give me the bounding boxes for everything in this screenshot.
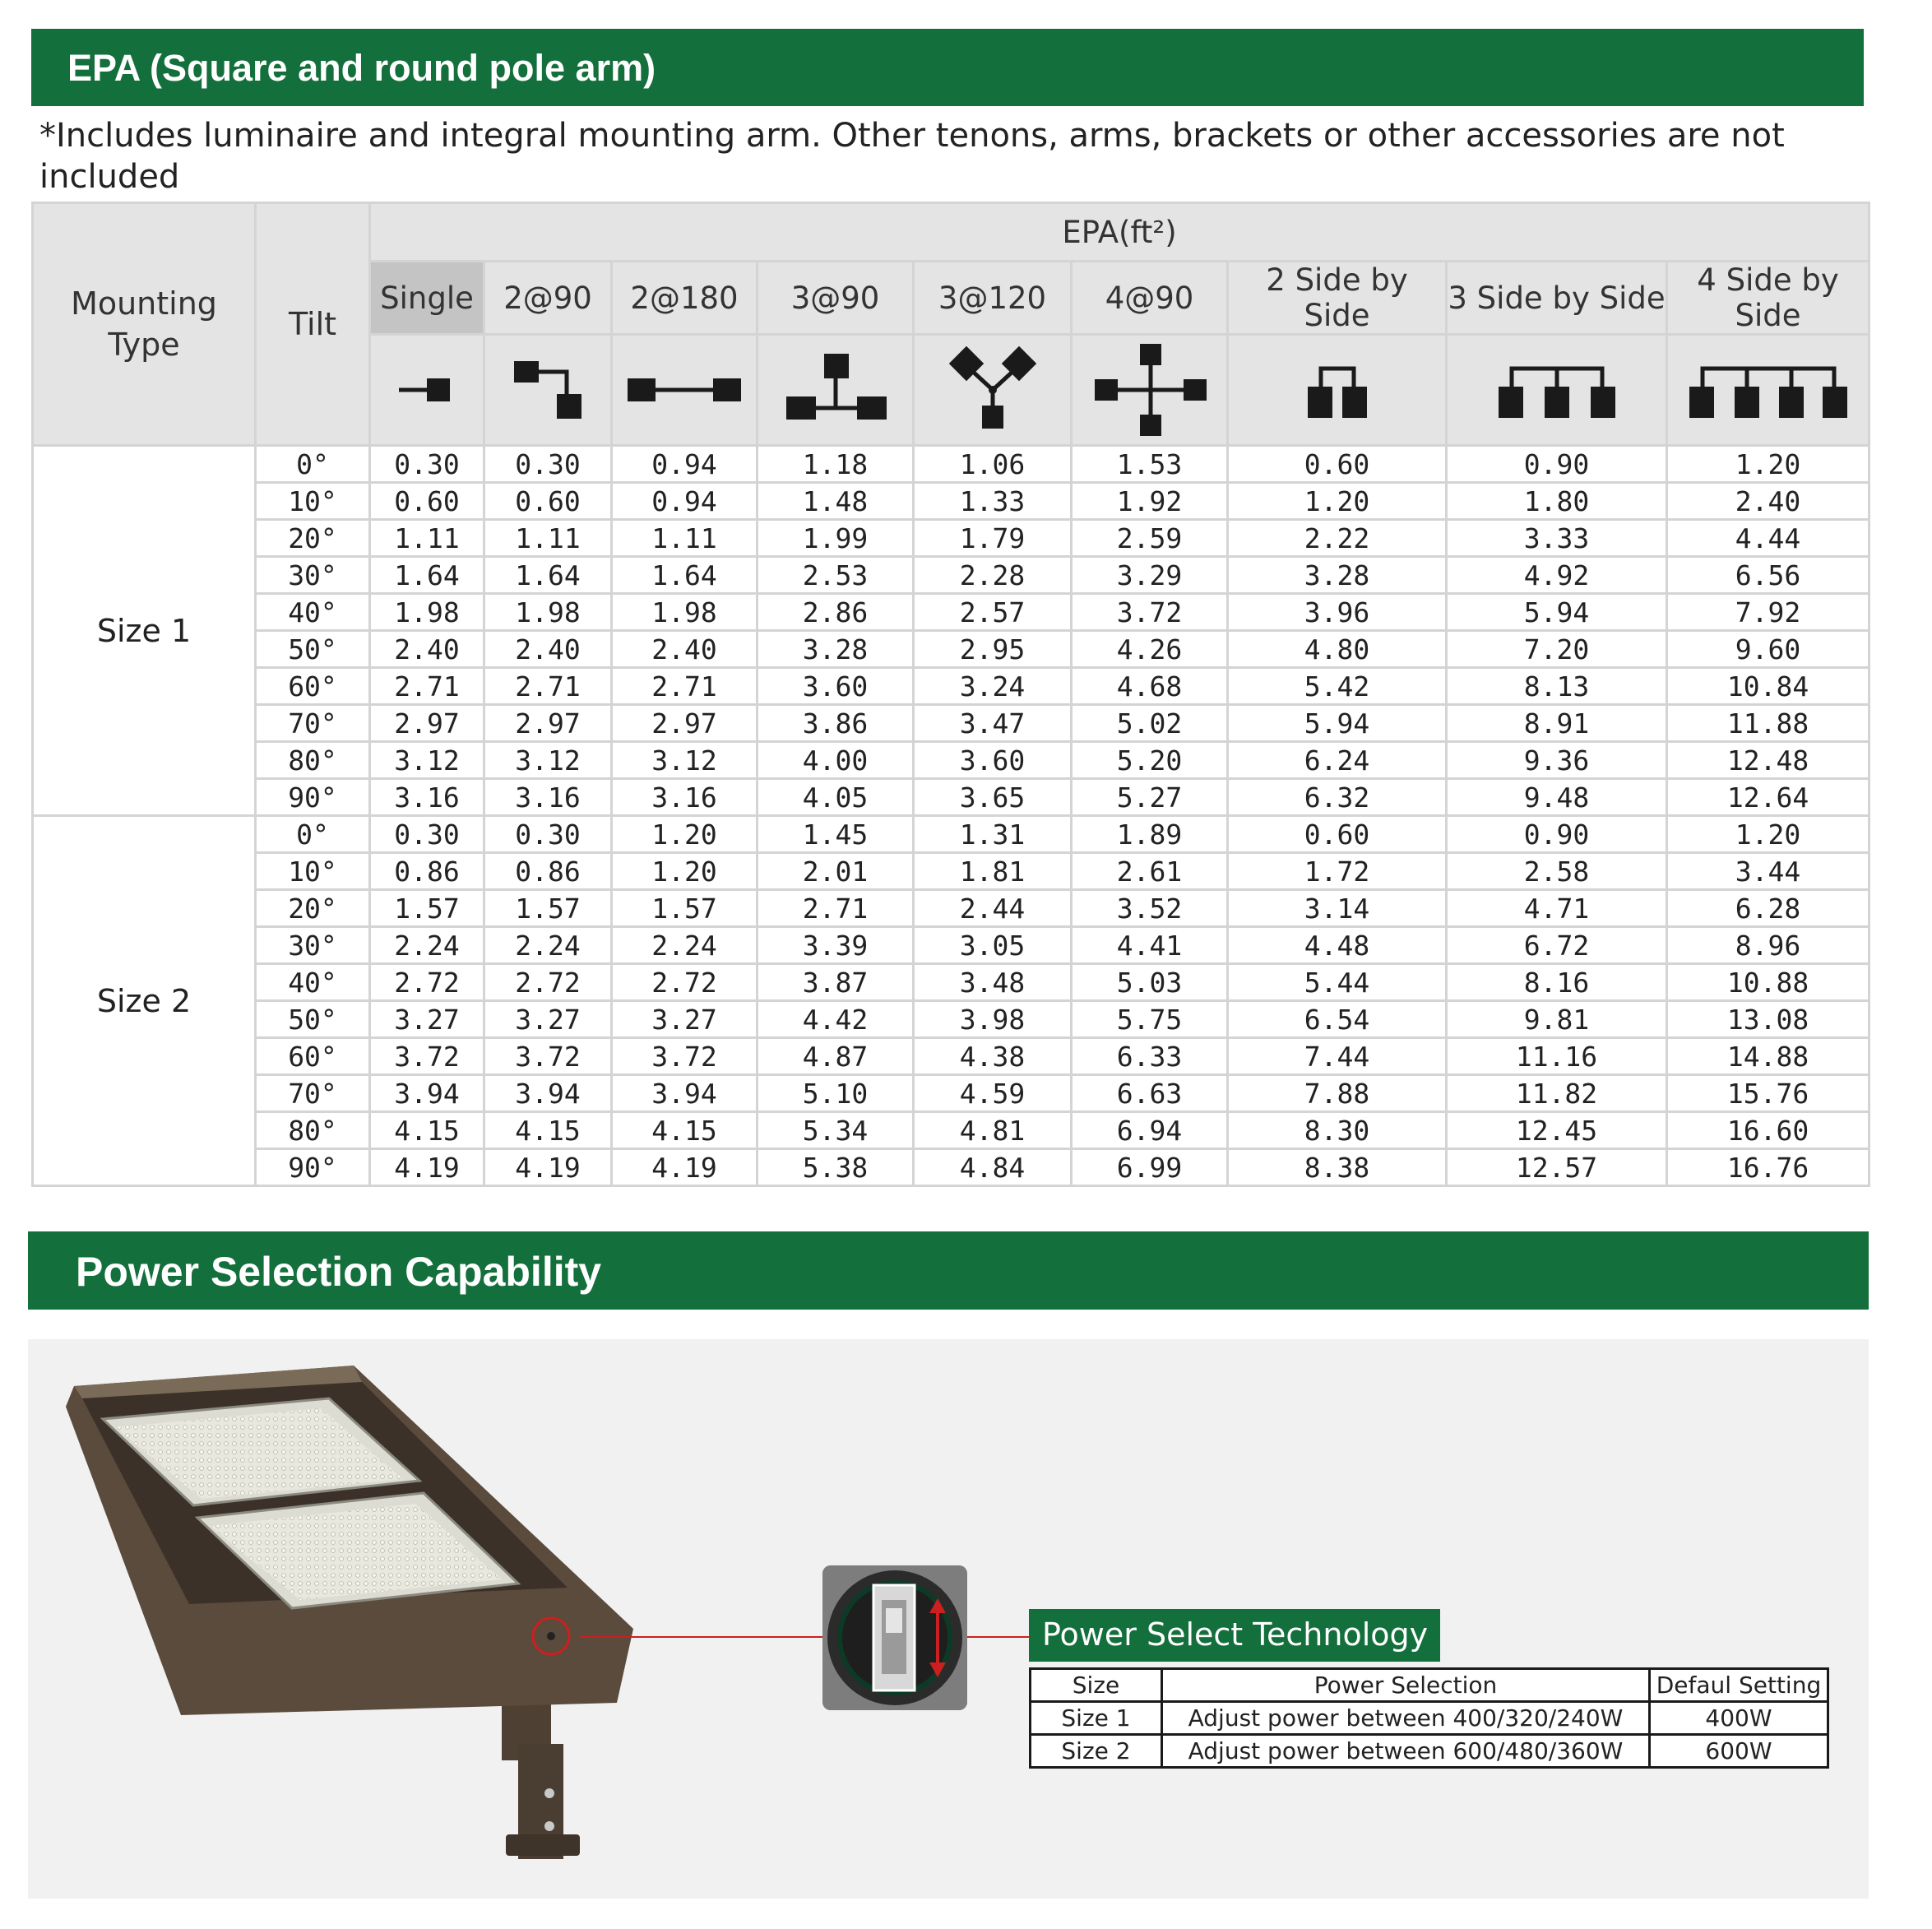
epa-value-cell: 4.68 [1072, 668, 1228, 705]
epa-value-cell: 3.33 [1447, 520, 1667, 557]
epa-value-cell: 1.20 [1228, 483, 1447, 520]
epa-value-cell: 1.81 [914, 853, 1072, 890]
epa-value-cell: 4.81 [914, 1112, 1072, 1149]
epa-value-cell: 4.41 [1072, 927, 1228, 964]
epa-value-cell: 11.16 [1447, 1038, 1667, 1075]
epa-value-cell: 4.15 [370, 1112, 484, 1149]
epa-value-cell: 2.01 [758, 853, 914, 890]
epa-value-cell: 3.87 [758, 964, 914, 1001]
epa-value-cell: 8.96 [1667, 927, 1869, 964]
epa-value-cell: 2.95 [914, 631, 1072, 668]
epa-table-row [33, 927, 1869, 964]
epa-value-cell: 2.71 [612, 668, 758, 705]
epa-value-cell: 9.81 [1447, 1001, 1667, 1038]
epa-value-cell: 3.94 [370, 1075, 484, 1112]
epa-value-cell: 8.30 [1228, 1112, 1447, 1149]
epa-value-cell: 4.87 [758, 1038, 914, 1075]
epa-value-cell: 3.44 [1667, 853, 1869, 890]
config-header-1: Single [370, 262, 484, 335]
epa-value-cell: 1.20 [612, 816, 758, 853]
epa-value-cell: 7.20 [1447, 631, 1667, 668]
epa-value-cell: 3.94 [612, 1075, 758, 1112]
epa-table-row [33, 1001, 1869, 1038]
tilt-cell: 10° [256, 853, 370, 890]
config-header-6: 4@90 [1072, 262, 1228, 335]
config-icon-cell [370, 335, 484, 446]
epa-value-cell: 1.79 [914, 520, 1072, 557]
epa-value-cell: 16.76 [1667, 1149, 1869, 1186]
epa-value-cell: 15.76 [1667, 1075, 1869, 1112]
epa-value-cell: 3.39 [758, 927, 914, 964]
epa-value-cell: 3.27 [612, 1001, 758, 1038]
epa-value-cell: 4.26 [1072, 631, 1228, 668]
epa-value-cell: 4.44 [1667, 520, 1869, 557]
epa-value-cell: 0.60 [1228, 446, 1447, 483]
power-selection-table [1029, 1667, 1829, 1769]
power-table-cell: Size 1 [1031, 1702, 1162, 1735]
epa-value-cell: 6.99 [1072, 1149, 1228, 1186]
power-table-cell: 400W [1650, 1702, 1828, 1735]
power-table-cell: Adjust power between 600/480/360W [1162, 1735, 1650, 1768]
epa-value-cell: 2.86 [758, 594, 914, 631]
epa-value-cell: 4.71 [1447, 890, 1667, 927]
epa-value-cell: 5.10 [758, 1075, 914, 1112]
epa-value-cell: 2.72 [612, 964, 758, 1001]
epa-value-cell: 2.72 [484, 964, 612, 1001]
epa-value-cell: 0.30 [370, 446, 484, 483]
epa-value-cell: 3.29 [1072, 557, 1228, 594]
epa-value-cell: 3.27 [370, 1001, 484, 1038]
epa-table-body [33, 446, 1869, 1186]
epa-value-cell: 3.16 [370, 779, 484, 816]
tilt-cell: 30° [256, 927, 370, 964]
epa-value-cell: 3.28 [1228, 557, 1447, 594]
epa-value-cell: 4.59 [914, 1075, 1072, 1112]
epa-value-cell: 3.05 [914, 927, 1072, 964]
epa-value-cell: 3.14 [1228, 890, 1447, 927]
epa-value-cell: 9.48 [1447, 779, 1667, 816]
epa-value-cell: 3.12 [484, 742, 612, 779]
epa-value-cell: 3.72 [612, 1038, 758, 1075]
epa-value-cell: 2.59 [1072, 520, 1228, 557]
epa-value-cell: 6.24 [1228, 742, 1447, 779]
epa-value-cell: 1.57 [370, 890, 484, 927]
epa-value-cell: 2.24 [612, 927, 758, 964]
config-header-4: 3@90 [758, 262, 914, 335]
epa-value-cell: 10.84 [1667, 668, 1869, 705]
epa-value-cell: 0.86 [370, 853, 484, 890]
epa-value-cell: 6.63 [1072, 1075, 1228, 1112]
epa-value-cell: 4.38 [914, 1038, 1072, 1075]
epa-value-cell: 5.42 [1228, 668, 1447, 705]
epa-value-cell: 5.02 [1072, 705, 1228, 742]
epa-value-cell: 3.52 [1072, 890, 1228, 927]
epa-value-cell: 10.88 [1667, 964, 1869, 1001]
epa-value-cell: 3.72 [1072, 594, 1228, 631]
epa-value-cell: 1.11 [370, 520, 484, 557]
area-light-fixture-image [58, 1349, 650, 1876]
epa-value-cell: 3.96 [1228, 594, 1447, 631]
epa-value-cell: 1.11 [612, 520, 758, 557]
epa-value-cell: 12.45 [1447, 1112, 1667, 1149]
power-table-header-default: Defaul Setting [1650, 1669, 1828, 1702]
epa-value-cell: 0.94 [612, 483, 758, 520]
epa-table-row [33, 446, 1869, 483]
config-icon-cell [1667, 335, 1869, 446]
epa-value-cell: 5.27 [1072, 779, 1228, 816]
epa-table-row [33, 964, 1869, 1001]
mounting-type-header [33, 203, 256, 446]
epa-value-cell: 14.88 [1667, 1038, 1869, 1075]
epa-value-cell: 13.08 [1667, 1001, 1869, 1038]
epa-value-cell: 5.94 [1228, 705, 1447, 742]
epa-value-cell: 4.84 [914, 1149, 1072, 1186]
epa-value-cell: 6.32 [1228, 779, 1447, 816]
epa-value-cell: 5.03 [1072, 964, 1228, 1001]
four-side-by-side-mount-icon [1678, 357, 1859, 423]
tilt-cell: 90° [256, 779, 370, 816]
epa-value-cell: 8.13 [1447, 668, 1667, 705]
epa-table-row [33, 1112, 1869, 1149]
epa-table-row [33, 779, 1869, 816]
tilt-cell: 50° [256, 1001, 370, 1038]
epa-value-cell: 3.16 [612, 779, 758, 816]
tilt-header: Tilt [256, 203, 370, 446]
tilt-cell: 20° [256, 520, 370, 557]
epa-value-cell: 2.97 [612, 705, 758, 742]
four-at-90-mount-icon [1088, 341, 1212, 439]
epa-value-cell: 0.60 [370, 483, 484, 520]
epa-value-cell: 12.48 [1667, 742, 1869, 779]
epa-value-cell: 1.64 [612, 557, 758, 594]
epa-table-row [33, 557, 1869, 594]
epa-value-cell: 1.20 [612, 853, 758, 890]
power-switch-icon [547, 1632, 555, 1640]
power-table-header-row [1031, 1669, 1828, 1702]
epa-value-cell: 2.24 [370, 927, 484, 964]
epa-value-cell: 4.05 [758, 779, 914, 816]
epa-value-cell: 1.20 [1667, 816, 1869, 853]
epa-table-row [33, 1075, 1869, 1112]
epa-value-cell: 2.28 [914, 557, 1072, 594]
epa-table-row [33, 1038, 1869, 1075]
tilt-cell: 70° [256, 1075, 370, 1112]
power-switch-closeup-icon [822, 1565, 967, 1710]
epa-value-cell: 3.60 [914, 742, 1072, 779]
epa-value-cell: 1.99 [758, 520, 914, 557]
epa-value-cell: 3.72 [370, 1038, 484, 1075]
epa-value-cell: 6.72 [1447, 927, 1667, 964]
power-table-header-power: Power Selection [1162, 1669, 1650, 1702]
epa-value-cell: 0.30 [370, 816, 484, 853]
epa-table-row [33, 631, 1869, 668]
power-table-header-size: Size [1031, 1669, 1162, 1702]
power-table-cell: Size 2 [1031, 1735, 1162, 1768]
epa-value-cell: 1.33 [914, 483, 1072, 520]
epa-value-cell: 1.64 [484, 557, 612, 594]
power-table-row [1031, 1702, 1828, 1735]
epa-value-cell: 1.53 [1072, 446, 1228, 483]
epa-value-cell: 8.38 [1228, 1149, 1447, 1186]
epa-value-cell: 12.57 [1447, 1149, 1667, 1186]
tilt-cell: 60° [256, 1038, 370, 1075]
epa-value-cell: 7.88 [1228, 1075, 1447, 1112]
epa-value-cell: 1.98 [612, 594, 758, 631]
epa-value-cell: 5.44 [1228, 964, 1447, 1001]
epa-value-cell: 2.57 [914, 594, 1072, 631]
epa-group-header: EPA(ft²) [370, 203, 1869, 262]
epa-value-cell: 2.58 [1447, 853, 1667, 890]
epa-value-cell: 4.19 [484, 1149, 612, 1186]
tilt-cell: 40° [256, 964, 370, 1001]
epa-table-row [33, 853, 1869, 890]
tilt-cell: 80° [256, 742, 370, 779]
epa-value-cell: 1.98 [484, 594, 612, 631]
epa-value-cell: 9.36 [1447, 742, 1667, 779]
tilt-cell: 0° [256, 816, 370, 853]
config-icon-cell [484, 335, 612, 446]
epa-table-row [33, 742, 1869, 779]
epa-table-row [33, 668, 1869, 705]
config-header-5: 3@120 [914, 262, 1072, 335]
config-header-2: 2@90 [484, 262, 612, 335]
epa-value-cell: 0.90 [1447, 446, 1667, 483]
tilt-cell: 10° [256, 483, 370, 520]
epa-value-cell: 8.16 [1447, 964, 1667, 1001]
epa-value-cell: 3.60 [758, 668, 914, 705]
epa-value-cell: 3.12 [612, 742, 758, 779]
epa-value-cell: 6.56 [1667, 557, 1869, 594]
mounting-header-line1: Mounting [71, 285, 217, 322]
epa-value-cell: 0.60 [484, 483, 612, 520]
epa-value-cell: 4.19 [370, 1149, 484, 1186]
epa-value-cell: 1.92 [1072, 483, 1228, 520]
epa-value-cell: 2.40 [370, 631, 484, 668]
epa-value-cell: 2.53 [758, 557, 914, 594]
epa-value-cell: 2.44 [914, 890, 1072, 927]
epa-value-cell: 3.24 [914, 668, 1072, 705]
power-section-title: Power Selection Capability [76, 1249, 602, 1295]
epa-section-banner [31, 29, 1864, 106]
power-switch-closeup-image [822, 1565, 967, 1710]
power-table-row [1031, 1735, 1828, 1768]
epa-value-cell: 8.91 [1447, 705, 1667, 742]
epa-value-cell: 2.22 [1228, 520, 1447, 557]
epa-value-cell: 1.31 [914, 816, 1072, 853]
epa-value-cell: 1.98 [370, 594, 484, 631]
two-side-by-side-mount-icon [1296, 357, 1378, 423]
epa-value-cell: 1.06 [914, 446, 1072, 483]
epa-value-cell: 4.15 [612, 1112, 758, 1149]
epa-value-cell: 3.48 [914, 964, 1072, 1001]
epa-value-cell: 2.40 [484, 631, 612, 668]
single-mount-icon [394, 365, 460, 415]
epa-value-cell: 3.65 [914, 779, 1072, 816]
epa-value-cell: 3.94 [484, 1075, 612, 1112]
epa-value-cell: 0.94 [612, 446, 758, 483]
epa-value-cell: 3.47 [914, 705, 1072, 742]
epa-footnote-line1: *Includes luminaire and integral mounting arm. Other tenons, arms, brackets or other accessories are not included [39, 117, 1785, 196]
epa-value-cell: 3.28 [758, 631, 914, 668]
epa-value-cell: 2.40 [612, 631, 758, 668]
epa-value-cell: 5.94 [1447, 594, 1667, 631]
epa-value-cell: 3.12 [370, 742, 484, 779]
power-select-technology-label [1029, 1609, 1440, 1662]
fixture-bolt [544, 1821, 554, 1831]
epa-value-cell: 7.92 [1667, 594, 1869, 631]
epa-value-cell: 1.72 [1228, 853, 1447, 890]
tilt-cell: 20° [256, 890, 370, 927]
tilt-cell: 70° [256, 705, 370, 742]
epa-value-cell: 16.60 [1667, 1112, 1869, 1149]
power-table-cell: 600W [1650, 1735, 1828, 1768]
epa-value-cell: 0.30 [484, 446, 612, 483]
three-at-120-mount-icon [939, 345, 1046, 435]
epa-value-cell: 3.27 [484, 1001, 612, 1038]
epa-value-cell: 1.20 [1667, 446, 1869, 483]
epa-value-cell: 11.88 [1667, 705, 1869, 742]
epa-value-cell: 4.19 [612, 1149, 758, 1186]
config-icon-cell [1228, 335, 1447, 446]
epa-value-cell: 5.75 [1072, 1001, 1228, 1038]
tilt-cell: 90° [256, 1149, 370, 1186]
mounting-type-cell: Size 1 [33, 446, 256, 816]
epa-value-cell: 1.57 [612, 890, 758, 927]
epa-value-cell: 0.86 [484, 853, 612, 890]
config-icon-cell [1072, 335, 1228, 446]
tilt-cell: 80° [256, 1112, 370, 1149]
mounting-type-cell: Size 2 [33, 816, 256, 1186]
config-icon-cell [914, 335, 1072, 446]
epa-value-cell: 1.57 [484, 890, 612, 927]
tilt-cell: 40° [256, 594, 370, 631]
epa-value-cell: 2.97 [484, 705, 612, 742]
epa-value-cell: 0.60 [1228, 816, 1447, 853]
epa-value-cell: 4.42 [758, 1001, 914, 1038]
mounting-header-line2: Type [108, 327, 180, 363]
epa-value-cell: 2.71 [484, 668, 612, 705]
epa-value-cell: 3.86 [758, 705, 914, 742]
epa-value-cell: 4.80 [1228, 631, 1447, 668]
three-at-90-mount-icon [778, 349, 893, 431]
power-section-banner [28, 1231, 1869, 1310]
epa-value-cell: 5.20 [1072, 742, 1228, 779]
epa-value-cell: 11.82 [1447, 1075, 1667, 1112]
epa-value-cell: 3.98 [914, 1001, 1072, 1038]
epa-value-cell: 1.11 [484, 520, 612, 557]
epa-value-cell: 1.64 [370, 557, 484, 594]
epa-value-cell: 3.72 [484, 1038, 612, 1075]
config-icon-cell [1447, 335, 1667, 446]
epa-value-cell: 6.54 [1228, 1001, 1447, 1038]
tilt-cell: 30° [256, 557, 370, 594]
epa-value-cell: 1.18 [758, 446, 914, 483]
config-icon-cell [758, 335, 914, 446]
epa-value-cell: 1.89 [1072, 816, 1228, 853]
epa-value-cell: 2.40 [1667, 483, 1869, 520]
epa-value-cell: 7.44 [1228, 1038, 1447, 1075]
epa-value-cell: 0.30 [484, 816, 612, 853]
tilt-cell: 60° [256, 668, 370, 705]
fixture-bolt [544, 1788, 554, 1798]
epa-value-cell: 0.90 [1447, 816, 1667, 853]
three-side-by-side-mount-icon [1487, 357, 1627, 423]
epa-table-row [33, 520, 1869, 557]
epa-value-cell: 4.48 [1228, 927, 1447, 964]
epa-value-cell: 1.80 [1447, 483, 1667, 520]
power-select-technology-text: Power Select Technology [1042, 1616, 1429, 1653]
config-header-8: 3 Side by Side [1447, 262, 1667, 335]
epa-table [31, 202, 1870, 1187]
epa-value-cell: 4.15 [484, 1112, 612, 1149]
epa-value-cell: 12.64 [1667, 779, 1869, 816]
config-header-3: 2@180 [612, 262, 758, 335]
epa-value-cell: 9.60 [1667, 631, 1869, 668]
epa-value-cell: 2.72 [370, 964, 484, 1001]
tilt-cell: 50° [256, 631, 370, 668]
epa-table-row [33, 890, 1869, 927]
epa-value-cell: 2.24 [484, 927, 612, 964]
epa-value-cell: 1.45 [758, 816, 914, 853]
epa-value-cell: 4.00 [758, 742, 914, 779]
epa-table-row [33, 483, 1869, 520]
epa-value-cell: 2.71 [758, 890, 914, 927]
epa-table-row [33, 816, 1869, 853]
epa-value-cell: 3.16 [484, 779, 612, 816]
epa-value-cell: 2.61 [1072, 853, 1228, 890]
tilt-cell: 0° [256, 446, 370, 483]
epa-value-cell: 5.34 [758, 1112, 914, 1149]
epa-value-cell: 2.97 [370, 705, 484, 742]
epa-value-cell: 4.92 [1447, 557, 1667, 594]
epa-value-cell: 6.33 [1072, 1038, 1228, 1075]
epa-table-row [33, 594, 1869, 631]
epa-value-cell: 1.48 [758, 483, 914, 520]
power-table-cell: Adjust power between 400/320/240W [1162, 1702, 1650, 1735]
config-header-9: 4 Side by Side [1667, 262, 1869, 335]
epa-value-cell: 5.38 [758, 1149, 914, 1186]
epa-value-cell: 2.71 [370, 668, 484, 705]
config-icon-cell [612, 335, 758, 446]
epa-value-cell: 6.28 [1667, 890, 1869, 927]
fixture-mount-plate [506, 1834, 580, 1856]
epa-section-title: EPA (Square and round pole arm) [67, 47, 656, 89]
two-at-90-mount-icon [503, 353, 593, 427]
epa-table-row [33, 1149, 1869, 1186]
epa-table-row [33, 705, 1869, 742]
epa-value-cell: 6.94 [1072, 1112, 1228, 1149]
config-header-7: 2 Side by Side [1228, 262, 1447, 335]
two-at-180-mount-icon [623, 365, 746, 415]
